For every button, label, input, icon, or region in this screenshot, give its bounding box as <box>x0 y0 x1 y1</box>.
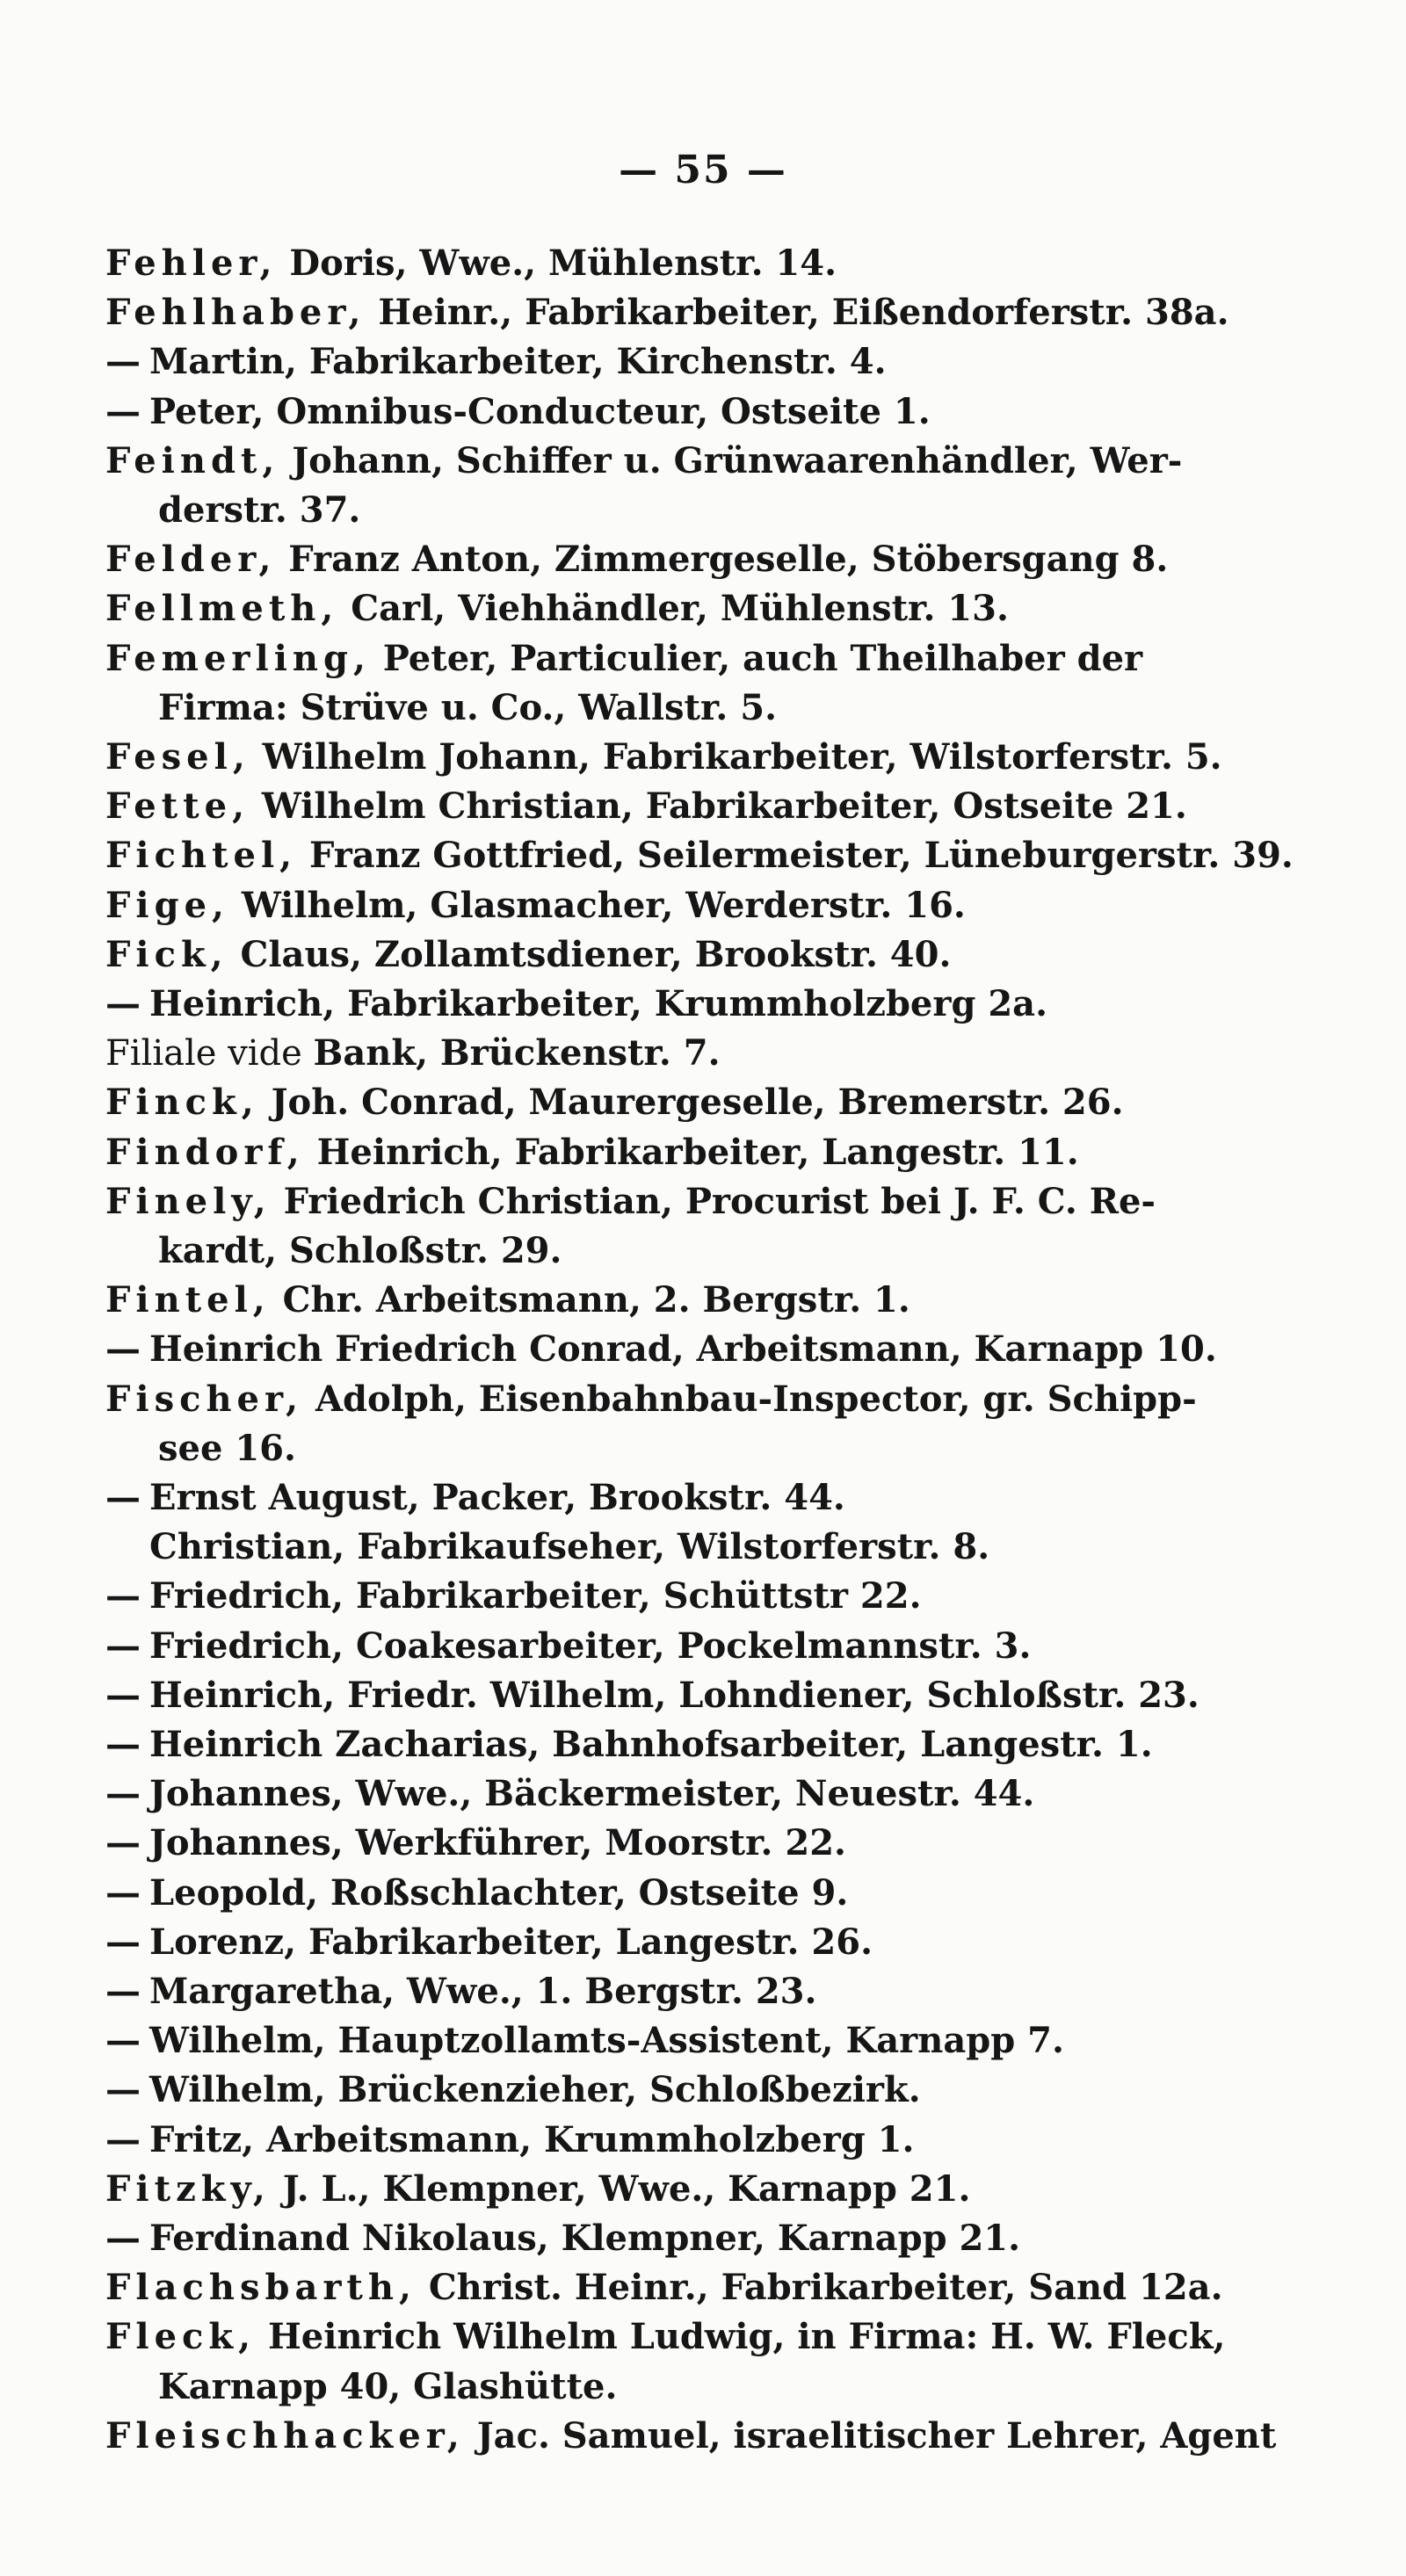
entry-details: Chr. Arbeitsmann, 2. Bergstr. 1. <box>270 1279 910 1321</box>
directory-entry <box>105 1918 873 1967</box>
directory-entry <box>105 2066 921 2115</box>
page-number: — 55 — <box>619 148 787 192</box>
directory-entry <box>105 1572 922 1621</box>
directory-entry <box>105 2263 1223 2312</box>
entry-surname: Fesel, <box>105 736 250 778</box>
directory-entry <box>105 2412 1276 2461</box>
directory-entry <box>158 2363 617 2412</box>
entry-surname: Femerling, <box>105 637 371 679</box>
entry-surname: Finely, <box>105 1180 272 1222</box>
entry-surname: Fick, <box>105 933 228 975</box>
entry-surname: Fichtel, <box>105 835 298 877</box>
entry-details: Doris, Wwe., Mühlenstr. 14. <box>277 242 837 284</box>
entry-details: Heinrich Wilhelm Ludwig, in Firma: H. W. Fleck, <box>256 2316 1226 2358</box>
directory-entry <box>105 1819 846 1868</box>
directory-entry <box>158 1424 296 1473</box>
directory-entry <box>105 288 1229 337</box>
directory-entry <box>105 387 931 437</box>
directory-entry <box>105 831 1294 880</box>
ditto-dash: — <box>105 983 141 1024</box>
directory-entry <box>105 881 966 930</box>
entry-surname: Fige, <box>105 884 229 926</box>
ditto-dash: — <box>105 1773 141 1815</box>
directory-entry <box>158 684 777 733</box>
entry-surname: Fintel, <box>105 1279 271 1321</box>
entry-details: Heinr., Fabrikarbeiter, Eißendorferstr. 38a. <box>366 292 1229 334</box>
entry-details: Ferdinand Nikolaus, Klempner, Karnapp 21. <box>149 2218 1021 2259</box>
entry-continuation: Karnapp 40, Glashütte. <box>158 2365 618 2407</box>
entry-details: Ernst August, Packer, Brookstr. 44. <box>149 1477 845 1518</box>
directory-entry <box>105 1523 989 1572</box>
directory-entry <box>105 1473 845 1523</box>
entry-details: Christian, Fabrikaufseher, Wilstorferstr. 8. <box>149 1526 990 1568</box>
directory-entry <box>105 1869 848 1918</box>
entry-surname: Findorf, <box>105 1131 305 1173</box>
entry-details: J. L., Klempner, Wwe., Karnapp 21. <box>270 2167 971 2210</box>
directory-entry <box>105 437 1182 486</box>
ditto-dash: — <box>105 1724 141 1765</box>
directory-entry <box>105 1769 1034 1819</box>
directory-entry <box>105 2214 1020 2263</box>
entry-surname: Feindt, <box>105 439 280 481</box>
ditto-dash: — <box>105 341 141 383</box>
directory-entry <box>105 1967 816 2016</box>
entry-details: Heinrich Friedrich Conrad, Arbeitsmann, Karnapp 10. <box>149 1328 1217 1371</box>
entry-details: Wilhelm, Glasmacher, Werderstr. 16. <box>228 884 966 926</box>
entry-surname: Finck, <box>105 1082 259 1124</box>
entry-details: Heinrich, Fabrikarbeiter, Langestr. 11. <box>304 1131 1079 1173</box>
entry-surname: Fehler, <box>105 242 278 284</box>
entry-details: Friedrich, Fabrikarbeiter, Schüttstr 22. <box>149 1575 922 1617</box>
ditto-dash: — <box>105 390 141 432</box>
directory-entry <box>105 1177 1156 1226</box>
directory-entry <box>105 1325 1217 1374</box>
directory-entry <box>105 1128 1079 1177</box>
directory-entry <box>105 634 1142 684</box>
directory-entry <box>105 1622 1031 1671</box>
directory-entry <box>105 782 1187 831</box>
entry-continuation: Firma: Strüve u. Co., Wallstr. 5. <box>158 686 778 728</box>
directory-entry <box>105 2116 914 2165</box>
entry-continuation: derstr. 37. <box>158 489 361 531</box>
entry-details: Margaretha, Wwe., 1. Bergstr. 23. <box>149 1971 817 2012</box>
directory-entry <box>105 1375 1197 1424</box>
entry-details: Wilhelm, Brückenzieher, Schloßbezirk. <box>149 2069 921 2111</box>
ditto-dash: — <box>105 2020 141 2062</box>
entry-details: Adolph, Eisenbahnbau-Inspector, gr. Schipp- <box>303 1378 1197 1420</box>
directory-entry <box>105 2165 970 2214</box>
entry-surname: Fellmeth, <box>105 588 339 630</box>
directory-entry <box>105 1276 910 1325</box>
entry-surname: Fischer, <box>105 1378 304 1420</box>
directory-entry <box>105 337 887 387</box>
directory-entry <box>105 980 1047 1029</box>
ditto-dash: — <box>105 2069 141 2111</box>
directory-entry <box>105 1078 1124 1127</box>
entry-details: Lorenz, Fabrikarbeiter, Langestr. 26. <box>149 1921 873 1963</box>
directory-entry <box>105 584 1009 633</box>
entry-details: Franz Anton, Zimmergeselle, Stöbersgang 8. <box>276 539 1169 581</box>
directory-entry <box>105 535 1168 584</box>
entry-continuation: kardt, Schloßstr. 29. <box>158 1230 562 1271</box>
entry-surname: Fleischhacker, <box>105 2414 465 2457</box>
entry-details: Johann, Schiffer u. Grünwaarenhändler, Wer- <box>279 439 1183 481</box>
entry-details: Friedrich Christian, Procurist bei J. F. C. Re- <box>271 1180 1156 1222</box>
entry-details: Peter, Omnibus-Conducteur, Ostseite 1. <box>149 390 931 432</box>
ditto-dash: — <box>105 1822 141 1864</box>
ditto-dash: — <box>105 1971 141 2012</box>
entry-details: Peter, Particulier, auch Theilhaber der <box>370 637 1143 679</box>
entry-surname: Felder, <box>105 539 277 581</box>
entry-details: Jac. Samuel, israelitischer Lehrer, Agent <box>464 2414 1277 2457</box>
entry-details: Wilhelm Christian, Fabrikarbeiter, Ostseite 21. <box>250 785 1187 828</box>
directory-entry <box>105 239 837 288</box>
directory-entry <box>105 930 951 980</box>
directory-entry <box>105 1029 721 1078</box>
entry-details: Bank, Brückenstr. 7. <box>313 1032 721 1075</box>
directory-entry <box>105 1720 1153 1769</box>
ditto-dash: — <box>105 1871 141 1914</box>
ditto-dash: — <box>105 2118 141 2160</box>
entry-details: Christ. Heinr., Fabrikarbeiter, Sand 12a. <box>416 2267 1223 2309</box>
entry-details: Heinrich, Friedr. Wilhelm, Lohndiener, Schloßstr. 23. <box>149 1674 1199 1716</box>
ditto-dash: — <box>105 1624 141 1667</box>
entry-surname: Fehlhaber, <box>105 292 366 334</box>
entry-details: Franz Gottfried, Seilermeister, Lüneburgerstr. 39. <box>297 835 1294 877</box>
directory-entry <box>105 2312 1225 2362</box>
ditto-dash: — <box>105 1921 141 1963</box>
entry-details: Johannes, Wwe., Bäckermeister, Neuestr. 44. <box>149 1773 1035 1815</box>
ditto-dash: — <box>105 1674 141 1716</box>
ditto-dash: — <box>105 1477 141 1518</box>
entry-surname: Fleck, <box>105 2316 257 2358</box>
entry-details: Carl, Viehhändler, Mühlenstr. 13. <box>338 588 1009 630</box>
entry-details: Wilhelm Johann, Fabrikarbeiter, Wilstorferstr. 5. <box>250 736 1222 778</box>
entry-details: Claus, Zollamtsdiener, Brookstr. 40. <box>228 933 952 975</box>
ditto-dash: — <box>105 1575 141 1617</box>
entry-details: Johannes, Werkführer, Moorstr. 22. <box>149 1822 846 1864</box>
entry-details: Martin, Fabrikarbeiter, Kirchenstr. 4. <box>149 341 887 383</box>
entry-details: Heinrich, Fabrikarbeiter, Krummholzberg 2a. <box>149 983 1048 1024</box>
ditto-dash: — <box>105 1328 141 1371</box>
directory-entry <box>158 486 360 535</box>
directory-entry <box>158 1226 562 1276</box>
entry-surname: Fitzky, <box>105 2167 271 2210</box>
entry-details: Friedrich, Coakesarbeiter, Pockelmannstr. 3. <box>149 1624 1032 1667</box>
entry-details: Leopold, Roßschlachter, Ostseite 9. <box>149 1871 849 1914</box>
entry-surname: Fette, <box>105 785 250 828</box>
directory-entry <box>105 2016 1064 2066</box>
entry-details: Fritz, Arbeitsmann, Krummholzberg 1. <box>149 2118 915 2160</box>
entry-details: Heinrich Zacharias, Bahnhofsarbeiter, Langestr. 1. <box>149 1724 1153 1765</box>
entry-details: Joh. Conrad, Maurergeselle, Bremerstr. 26. <box>258 1082 1124 1124</box>
directory-entry <box>105 733 1222 782</box>
entry-details: Wilhelm, Hauptzollamts-Assistent, Karnapp 7. <box>149 2020 1064 2062</box>
entry-continuation: see 16. <box>158 1427 296 1469</box>
entry-prefix: Filiale vide <box>105 1033 314 1075</box>
directory-entry <box>105 1671 1199 1720</box>
ditto-dash: — <box>105 2218 141 2259</box>
entry-surname: Flachsbarth, <box>105 2267 417 2309</box>
